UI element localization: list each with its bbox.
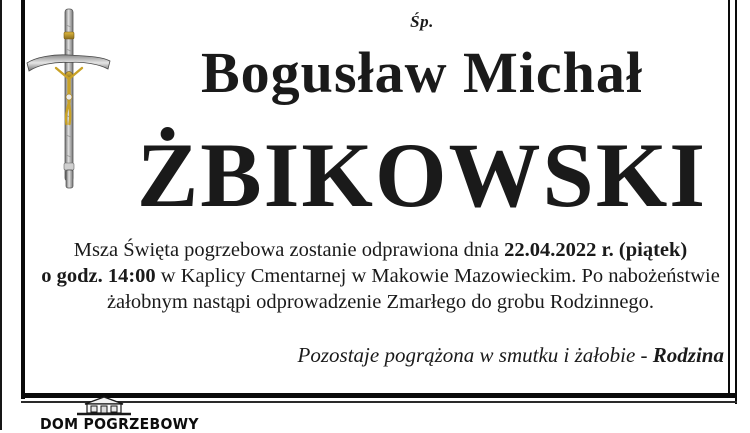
funeral-home-building-icon [75, 396, 133, 417]
announcement-line: o godz. 14:00 w Kaplicy Cmentarnej w Makowie Mazowieckim. Po nabożeństwie [41, 265, 720, 287]
funeral-home-logo [40, 396, 199, 433]
funeral-home-name: DOM POGRZEBOWY [40, 416, 199, 433]
frame-right-outer-line [735, 0, 737, 404]
announcement-line: Msza Święta pogrzebowa zostanie odprawiona dnia 22.04.2022 r. (piątek) [73, 239, 688, 261]
frame-left-outer-line [0, 0, 2, 430]
funeral-announcement [35, 237, 726, 315]
crucifix-icon [24, 5, 114, 195]
announcement-line: żałobnym nastąpi odprowadzenie Zmarłego do grobu Rodzinnego. [106, 291, 655, 313]
deceased-first-names: Bogusław Michał [201, 40, 643, 105]
sp-abbreviation: Śp. [410, 12, 434, 31]
deceased-surname: ŻBIKOWSKI [136, 124, 708, 226]
mourning-closing-line: Pozostaje pogrążona w smutku i żałobie - Rodzina [297, 343, 724, 367]
